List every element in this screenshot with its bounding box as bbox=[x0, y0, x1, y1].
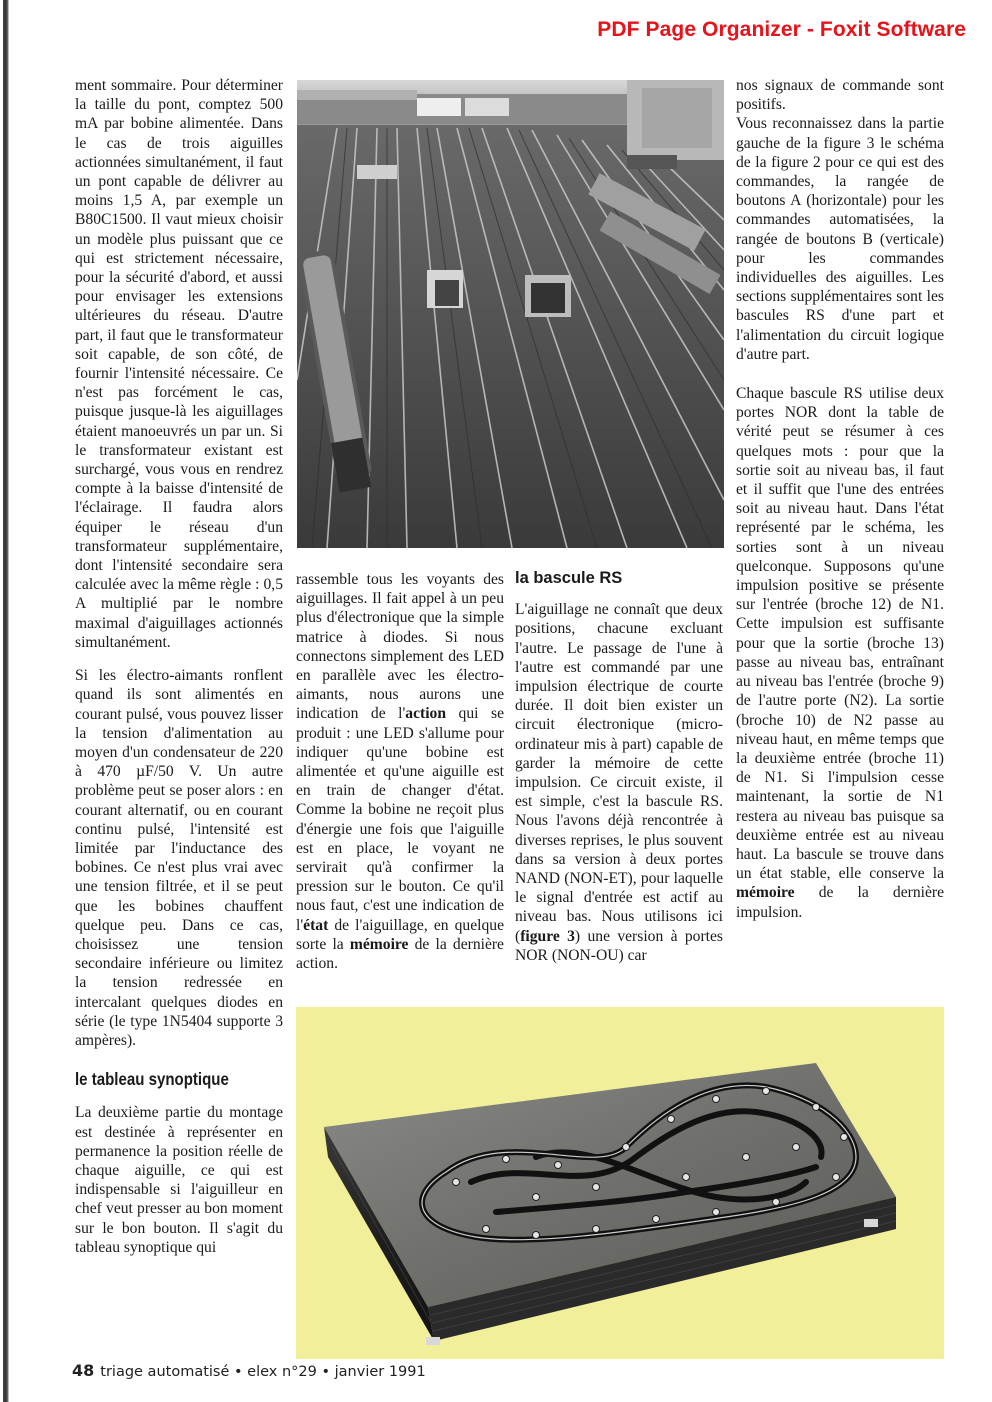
column-3 bbox=[515, 569, 723, 965]
col1-paragraph-1: ment sommaire. Pour déterminer la taille du pont, comptez 500 mA par bobine alimentée. Dans le cas de trois aiguilles actionnées simultanément, il faut un pont capable de délivrer au moins 1,5 A, par exemple un B80C1500. Il vaut mieux choisir un modèle plus puissant que ce qui est strictement nécessaire, pour la sécurité d'abord, et aussi pour envisager les extensions ultérieures du réseau. D'autre part, il faut que le transformateur soit capable, de son côté, de fournir l'intensité nécessaire. Ce n'est pas forcément le cas, puisque jusque-là les aiguillages étaient manoeuvrés un par un. Si le transformateur existant est surchargé, vous vous en rendrez compte à la baisse d'intensité de l'éclairage. Il faudra alors équiper le réseau d'un transformateur supplémentaire, dont l'intensité secondaire sera calculée avec la même règle : 0,5 A multiplié par le nombre maximal d'aiguillages actionnés simultanément. bbox=[75, 77, 283, 651]
heading-tableau-synoptique: le tableau synoptique bbox=[75, 1069, 229, 1090]
col4-bold-memoire: mémoire bbox=[736, 884, 795, 902]
train-yard-photo bbox=[297, 80, 724, 548]
col3-text-2: ) une version à portes NOR (NON-OU) car bbox=[515, 927, 723, 964]
page-footer bbox=[72, 1361, 426, 1380]
synoptic-board-photo bbox=[296, 1007, 944, 1359]
col2-bold-action: action bbox=[405, 705, 447, 723]
col1-paragraph-2: Si les électro-aimants ronflent quand ils sont alimentés en courant pulsé, vous pouvez lisser la tension d'alimentation au moyen d'un condensateur de 220 à 470 µF/50 V. Un autre problème peut se poser alors : en courant alternatif, ou en courant continu pulsé, l'intensité est limitée par l'inductance des bobines. Ce n'est plus vrai avec une tension filtrée, et il se peut que les bobines chauffent quelque peu. Dans ce cas, choisissez une tension secondaire inférieure ou limitez la tension redressée en intercalant quelques diodes en série (le type 1N5404 supporte 3 ampères). bbox=[75, 667, 283, 1049]
train-yard-photo-image bbox=[297, 80, 724, 548]
col2-bold-etat: état bbox=[303, 916, 329, 934]
column-1 bbox=[75, 76, 283, 1257]
col4-text-2: de la dernière impulsion. bbox=[736, 884, 944, 921]
foxit-watermark: PDF Page Organizer - Foxit Software bbox=[597, 18, 966, 41]
col2-text-4: de la dernière action. bbox=[296, 935, 504, 973]
column-2 bbox=[296, 570, 504, 973]
col3-bold-figure: figure 3 bbox=[520, 927, 575, 945]
page-number: 48 bbox=[72, 1361, 95, 1380]
col4-paragraph-3 bbox=[736, 384, 944, 922]
col2-paragraph-1 bbox=[296, 570, 504, 973]
column-4 bbox=[736, 76, 944, 922]
page-edge-rule bbox=[0, 0, 9, 1402]
col4-text-1: Chaque bascule RS utilise deux portes NOR dont la table de vérité peut se résumer à ces quelques mots : pour que la sortie soit au niveau bas, il faut et il suffit que l'une des entrées soit au niveau haut. Dans l'état représenté par le schéma, les sorties sont à un niveau quelconque. Supposons qu'une impulsion positive se présente sur l'entrée (broche 12) de N1. Cette impulsion est suffisante pour que la sortie (broche 13) passe au niveau bas, entraînant au niveau bas l'entrée (broche 9) de l'autre porte (N2). La sortie (broche 10) de N2 passe au niveau haut, en même temps que la deuxième entrée (broche 11) de N1. Si l'impulsion cesse maintenant, la sortie de N1 restera au niveau bas puisque sa deuxième entrée est au niveau haut. La bascule se trouve dans un état stable, elle conserve la bbox=[736, 385, 944, 883]
synoptic-board-photo-image bbox=[296, 1007, 944, 1359]
col4-paragraph-1: nos signaux de commande sont positifs. bbox=[736, 77, 944, 114]
col2-bold-memoire: mémoire bbox=[349, 935, 409, 953]
col2-text-1: rassemble tous les voyants des aiguillages. Il fait appel à un peu plus d'électronique que la simple matrice à diodes. Si nous connectons simplement des LED en parallèle avec les électro-aimants, nous aurons une indication de l' bbox=[296, 571, 504, 723]
col3-text-1: L'aiguillage ne connaît que deux positions, chacune excluant l'autre. Le passage de l'une à l'autre est commandé par une impulsion électrique de courte durée. Il doit bien exister un circuit électronique (micro-ordinateur mis à part) capable de garder la mémoire de cette impulsion. Ce circuit existe, il est simple, c'est la bascule RS. Nous l'avons déjà rencontrée à diverses reprises, le plus souvent dans sa version à deux portes NAND (NON-ET), pour laquelle le signal d'entrée est actif au niveau bas. Nous utilisons ici ( bbox=[515, 601, 723, 945]
col4-paragraph-2: Vous reconnaissez dans la partie gauche de la figure 3 le schéma de la figure 2 pour ce qui est des commandes, la rangée de boutons A (horizontale) pour les commandes automatisées, la rangée de boutons B (verticale) pour les commandes individuelles des aiguilles. Les sections supplémentaires sont les bascules RS d'une part et l'alimentation du circuit logique d'autre part. bbox=[736, 115, 944, 363]
col1-paragraph-3: La deuxième partie du montage est destinée à représenter en permanence la position réelle de chaque aiguille, ce qui est indispensable si l'aiguilleur en chef veut presser au bon moment sur le bon bouton. Il s'agit du tableau synoptique qui bbox=[75, 1104, 283, 1256]
col2-text-2: qui se produit : une LED s'allume pour indiquer qu'une bobine est alimentée et qu'une aiguille est en train de changer d'état. Comme la bobine ne reçoit plus d'énergie une fois que l'aiguille est en place, le voyant ne servirait qu'à confirmer la pression sur le bouton. Ce qu'il nous faut, c'est une indication de l' bbox=[296, 705, 504, 934]
col3-paragraph-1 bbox=[515, 600, 723, 965]
heading-bascule-rs: la bascule RS bbox=[515, 569, 623, 587]
col2-text-3: de l'aiguillage, en quelque sorte la bbox=[296, 916, 504, 953]
footer-text: triage automatisé • elex n°29 • janvier 1991 bbox=[100, 1364, 426, 1380]
